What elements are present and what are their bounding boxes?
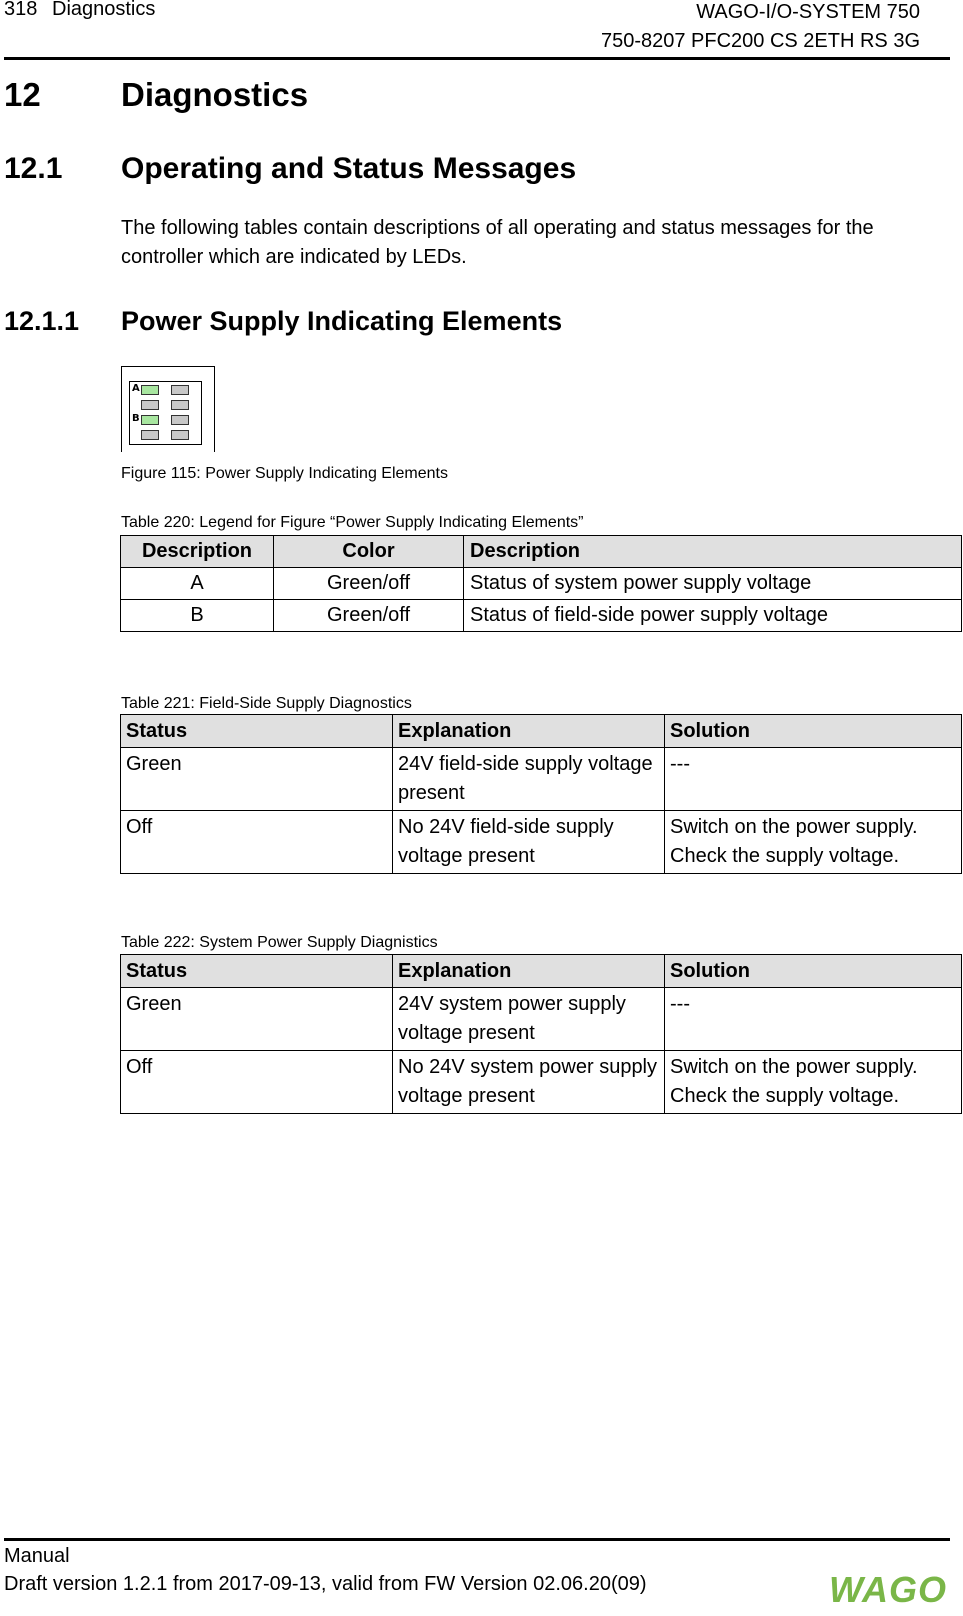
table-cell: Switch on the power supply. Check the supply voltage.: [665, 811, 962, 874]
table-cell: Green/off: [274, 600, 464, 632]
table-row: [121, 748, 962, 811]
header-section: Diagnostics: [52, 0, 156, 20]
subsection-title: Power Supply Indicating Elements: [121, 306, 563, 336]
table-header-row: [121, 715, 962, 748]
table-header-row: [121, 955, 962, 988]
table-row: [121, 568, 962, 600]
table-cell: Off: [121, 1051, 393, 1114]
page-number: 318: [4, 0, 38, 20]
table-cell: Status of field-side power supply voltage: [464, 600, 962, 632]
table-cell: No 24V system power supply voltage present: [393, 1051, 665, 1114]
table-cell: 24V field-side supply voltage present: [393, 748, 665, 811]
page-header-right: [601, 0, 920, 56]
table-cell: No 24V field-side supply voltage present: [393, 811, 665, 874]
led-indicator: [171, 385, 189, 395]
table-header-row: [121, 536, 962, 568]
intro-paragraph: The following tables contain descriptions of all operating and status messages for the controller which are indicated by LEDs.: [121, 217, 874, 268]
footer-divider: [4, 1538, 950, 1541]
footer-manual-label: Manual: [4, 1545, 70, 1567]
led-indicator: [171, 430, 189, 440]
table-222-caption: Table 222: System Power Supply Diagnistics: [121, 934, 438, 951]
table-220-caption: Table 220: Legend for Figure “Power Supply Indicating Elements”: [121, 514, 584, 531]
table-cell: ---: [665, 988, 962, 1051]
power-supply-led-figure: [121, 366, 215, 452]
table-cell: Green/off: [274, 568, 464, 600]
column-header: Explanation: [393, 955, 665, 988]
table-row: [121, 988, 962, 1051]
subsection-heading: [4, 306, 562, 337]
page-header-left: [4, 0, 155, 21]
table-220-legend: [120, 535, 962, 632]
table-cell: Switch on the power supply. Check the supply voltage.: [665, 1051, 962, 1114]
led-a-indicator: [141, 385, 159, 395]
table-221-caption: Table 221: Field-Side Supply Diagnostics: [121, 695, 412, 712]
figure-caption: Figure 115: Power Supply Indicating Elements: [121, 465, 448, 482]
figure-frame-top: [121, 366, 215, 367]
led-indicator: [141, 430, 159, 440]
figure-frame-left: [121, 366, 122, 452]
column-header: Status: [121, 955, 393, 988]
table-cell: Green: [121, 748, 393, 811]
footer-version-info: Draft version 1.2.1 from 2017-09-13, valid from FW Version 02.06.20(09): [4, 1573, 647, 1595]
figure-frame-right: [214, 366, 215, 452]
column-header: Status: [121, 715, 393, 748]
column-header: Solution: [665, 715, 962, 748]
table-cell: ---: [665, 748, 962, 811]
column-header: Description: [464, 536, 962, 568]
chapter-heading: [4, 76, 308, 114]
header-product-line2: 750-8207 PFC200 CS 2ETH RS 3G: [600, 30, 920, 52]
chapter-number: 12: [4, 76, 41, 113]
subsection-number: 12.1.1: [4, 306, 80, 336]
header-divider: [4, 57, 950, 60]
led-indicator: [171, 400, 189, 410]
table-cell: Off: [121, 811, 393, 874]
table-cell: Green: [121, 988, 393, 1051]
led-b-indicator: [141, 415, 159, 425]
column-header: Color: [274, 536, 464, 568]
table-cell: Status of system power supply voltage: [464, 568, 962, 600]
table-222-system-power-diagnostics: [120, 954, 962, 1114]
table-row: [121, 600, 962, 632]
chapter-title: Diagnostics: [121, 76, 309, 113]
wago-logo: [828, 1570, 948, 1610]
section-title: Operating and Status Messages: [121, 152, 577, 185]
table-row: [121, 811, 962, 874]
column-header: Explanation: [393, 715, 665, 748]
column-header: Solution: [665, 955, 962, 988]
section-heading: [4, 152, 576, 186]
table-row: [121, 1051, 962, 1114]
header-product-line1: WAGO-I/O-SYSTEM 750: [696, 1, 920, 23]
table-cell: 24V system power supply voltage present: [393, 988, 665, 1051]
led-indicator: [171, 415, 189, 425]
led-label-b: B: [132, 413, 140, 424]
table-221-field-side-diagnostics: [120, 714, 962, 874]
table-cell: A: [121, 568, 274, 600]
led-panel: [129, 381, 202, 445]
led-label-a: A: [132, 383, 140, 394]
svg-text:WAGO: WAGO: [829, 1570, 947, 1610]
led-indicator: [141, 400, 159, 410]
section-number: 12.1: [4, 152, 63, 185]
table-cell: B: [121, 600, 274, 632]
column-header: Description: [121, 536, 274, 568]
